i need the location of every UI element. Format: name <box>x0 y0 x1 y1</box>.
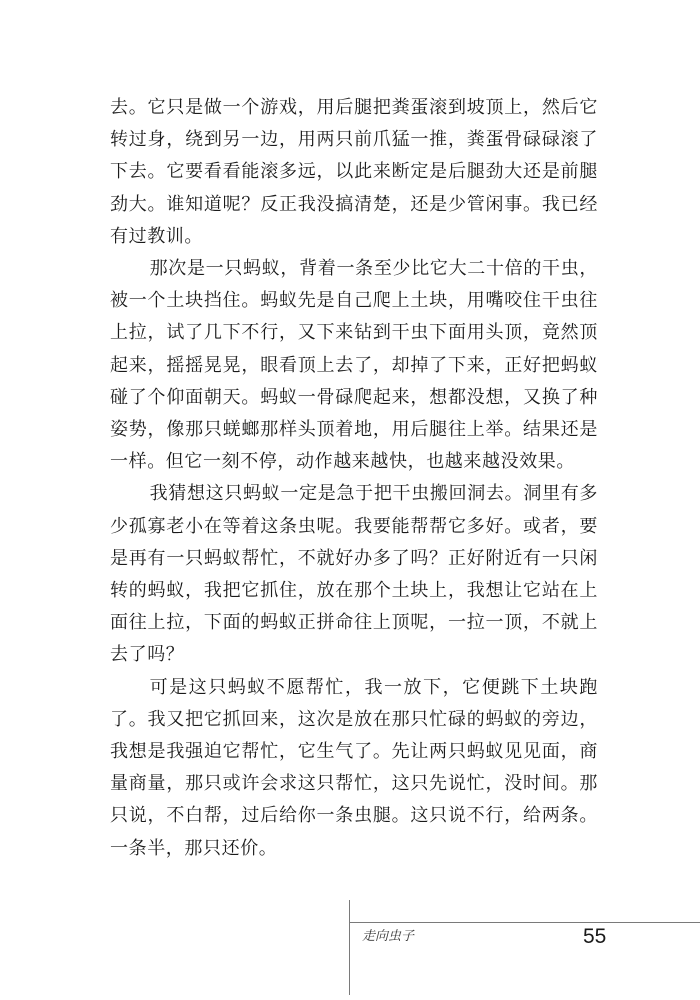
paragraph-3: 我猜想这只蚂蚁一定是急于把干虫搬回洞去。洞里有多少孤寡老小在等着这条虫呢。我要能帮帮它多好。或者，要是再有一只蚂蚁帮忙，不就好办多了吗？正好附近有一只闲转的蚂蚁，我把它抓住，放在那个土块上，我想让它站在上面往上拉，下面的蚂蚁正拼命往上顶呢，一拉一顶，不就上去了吗？ <box>110 483 598 666</box>
paragraph-4: 可是这只蚂蚁不愿帮忙，我一放下，它便跳下土块跑了。我又把它抓回来，这次是放在那只忙碌的蚂蚁的旁边，我想是我强迫它帮忙，它生气了。先让两只蚂蚁见见面，商量商量，那只或许会求这只帮忙，这只先说忙，没时间。那只说，不白帮，过后给你一条虫腿。这只说不行，给两条。一条半，那只还价。 <box>110 676 598 859</box>
paragraph-1: 去。它只是做一个游戏，用后腿把粪蛋滚到坡顶上，然后它转过身，绕到另一边，用两只前爪猛一推，粪蛋骨碌碌滚了下去。它要看看能滚多远，以此来断定是后腿劲大还是前腿劲大。谁知道呢？反正我没搞清楚，还是少管闲事。我已经有过教训。 <box>110 97 598 247</box>
footer-vertical-rule <box>349 900 350 995</box>
footer-horizontal-rule <box>349 922 700 923</box>
page-number: 55 <box>583 925 607 948</box>
paragraph-2: 那次是一只蚂蚁，背着一条至少比它大二十倍的干虫，被一个土块挡住。蚂蚁先是自己爬上土块，用嘴咬住干虫往上拉，试了几下不行，又下来钻到干虫下面用头顶，竟然顶起来，摇摇晃晃，眼看顶上去了，却掉了下来，正好把蚂蚁碰了个仰面朝天。蚂蚁一骨碌爬起来，想都没想，又换了种姿势，像那只蜣螂那样头顶着地，用后腿往上举。结果还是一样。但它一刻不停，动作越来越快，也越来越没效果。 <box>110 258 598 473</box>
running-title: 走向虫子 <box>362 929 415 944</box>
body-text <box>110 92 598 865</box>
page-footer <box>0 895 700 1000</box>
